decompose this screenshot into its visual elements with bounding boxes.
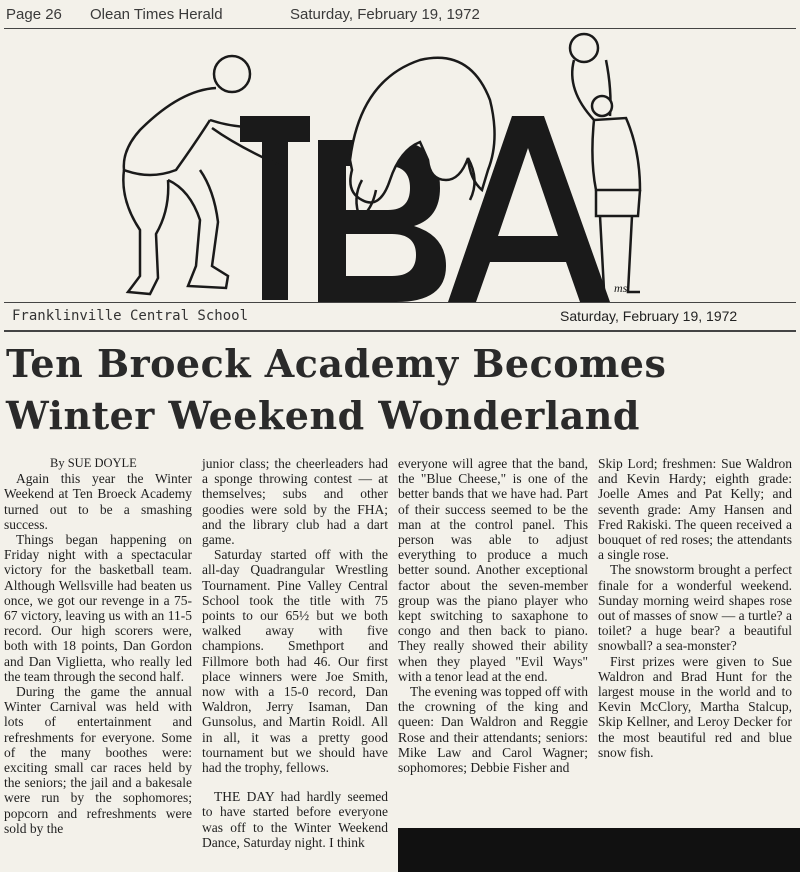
masthead-illustration bbox=[0, 30, 800, 302]
paragraph: everyone will agree that the band, the "Blue Cheese," is one of the better bands that we have had. Part of their success seemed to be the man at the control panel. This person was able to adjust everything to produce a much better sound. Another exceptional factor about the seven-member group was the piano player who kept switching to saxaphone to congo and then back to piano. They really showed their ability when they played "Evil Ways" with a tenor lead at the end. bbox=[398, 456, 588, 684]
section-date: Saturday, February 19, 1972 bbox=[560, 308, 738, 324]
letter-t bbox=[240, 116, 310, 300]
paragraph: Saturday started off with the all-day Quadrangular Wrestling Tournament. Pine Valley Central School took the title with 75 points to our 65½ but we both walked away with five champions. Smethport and Fillmore both had 46. Our first place winners were Joe Smith, now with a 15-0 record, Dan Waldron, Jerry Isaman, Dan Gunsolus, and Martin Roidl. All in all, it was a pretty good tournament but we should have had the trophy, fellows. bbox=[202, 547, 388, 776]
byline: By SUE DOYLE bbox=[50, 456, 137, 470]
school-name: Franklinville Central School bbox=[12, 308, 249, 324]
section-rule bbox=[4, 330, 796, 332]
masthead-rule bbox=[4, 302, 796, 303]
paragraph: Things began happening on Friday night with a spectacular victory for the basketball team. Although Wellsville had beaten us once, we got our revenge in a 75-67 victory, leaving us with an 11-5 record. Our high scorers were, both with 18 points, Dan Gordon and Dan Viglietta, who really led the team through the second half. bbox=[4, 532, 192, 684]
paragraph: Again this year the Winter Weekend at Ten Broeck Academy turned out to be a smashing success. bbox=[4, 471, 192, 532]
paragraph: Skip Lord; freshmen: Sue Waldron and Kevin Hardy; eighth grade: Joelle Ames and Pat Kelly; and seventh grade: Amy Hansen and Fred Rakiski. The queen received a bouquet of red roses; the attendants a single rose. bbox=[598, 456, 792, 563]
newspaper-name: Olean Times Herald bbox=[90, 6, 223, 23]
article-headline bbox=[6, 338, 796, 442]
artist-mark: ms bbox=[614, 281, 628, 295]
basketball bbox=[570, 34, 598, 62]
paragraph: During the game the annual Winter Carnival was held with lots of entertainment and refreshments for everyone. Some of the many boothes were: exciting small car races held by the seniors; the jail and a bakesale were run by the sophomores; popcorn and refreshments were sold by the bbox=[4, 684, 192, 836]
paragraph: junior class; the cheerleaders had a sponge throwing contest — at themselves; subs and other goodies were sold by the FHA; and the library club had a dart game. bbox=[202, 456, 388, 548]
paragraph: THE DAY had hardly seemed to have started before everyone was off to the Winter Weekend Dance, Saturday night. I think bbox=[202, 789, 388, 850]
folio-date: Saturday, February 19, 1972 bbox=[290, 6, 480, 23]
article-column-1 bbox=[4, 456, 192, 836]
paragraph: The snowstorm brought a perfect finale for a wonderful weekend. Sunday morning weird shapes rose out of masses of snow — a turtle? a toilet? a huge bear? a beautiful snowball? a sea-monster? bbox=[598, 562, 792, 654]
headline-line-2: Winter Weekend Wonderland bbox=[6, 393, 640, 438]
headline-line-1: Ten Broeck Academy Becomes bbox=[6, 341, 667, 386]
article-column-2 bbox=[202, 456, 388, 850]
folio-line bbox=[0, 4, 800, 26]
paragraph: The evening was topped off with the crowning of the king and queen: Dan Waldron and Reggie Rose and their attendants; seniors: Mike Law and Carol Wagner; sophomores; Debbie Fisher and bbox=[398, 684, 588, 776]
section-subline bbox=[0, 306, 800, 328]
paragraph: First prizes were given to Sue Waldron and Brad Hunt for the largest mouse in the world and to Kevin McClory, Martha Stalcup, Skip Kellner, and Leroy Decker for the most beautiful red and blue snow fish. bbox=[598, 653, 792, 760]
page-number: Page 26 bbox=[6, 6, 62, 23]
top-rule bbox=[4, 28, 796, 29]
article-column-3 bbox=[398, 456, 588, 775]
article-column-4 bbox=[598, 456, 792, 760]
photo-strip bbox=[398, 828, 800, 872]
